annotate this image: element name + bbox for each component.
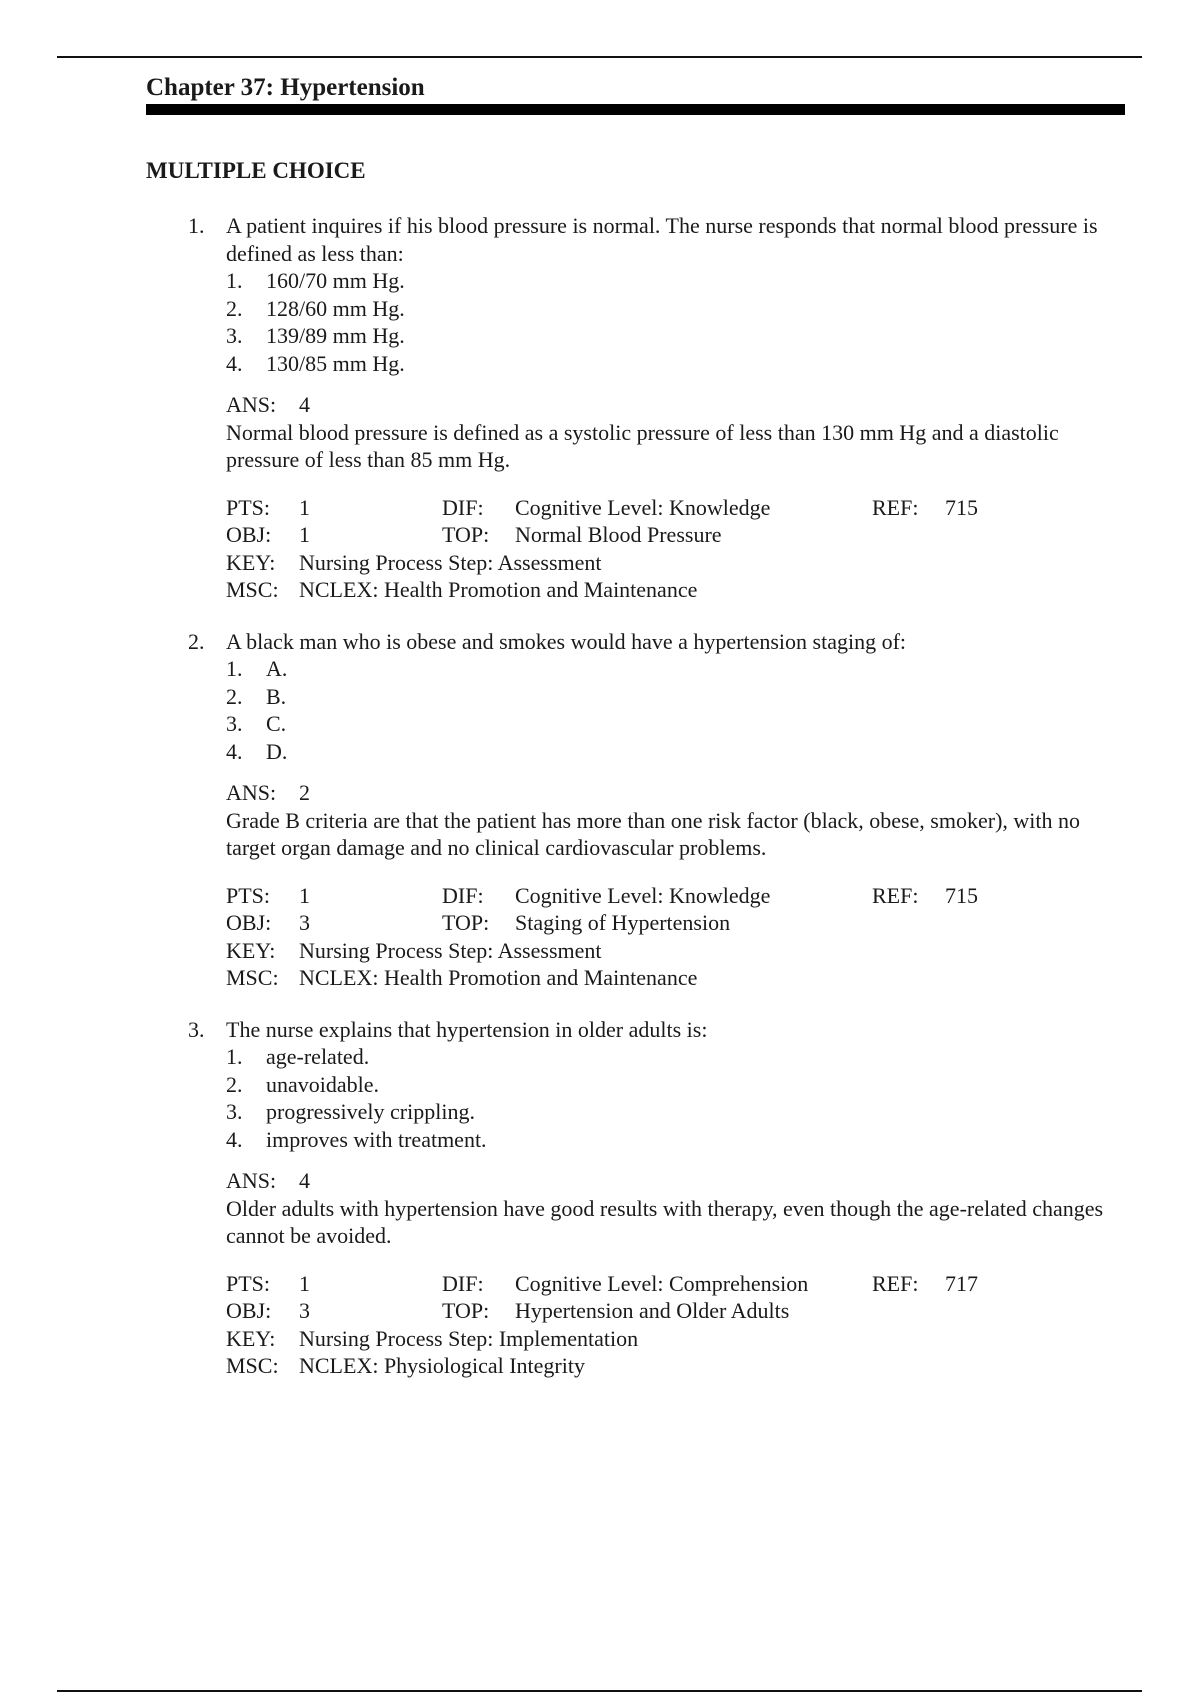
key-label: KEY: [226,1325,276,1351]
dif-value: Cognitive Level: Knowledge [515,494,771,520]
dif-value: Cognitive Level: Comprehension [515,1270,809,1296]
choice-item [226,683,1128,711]
meta-row-pts [226,1270,1128,1298]
msc-value: NCLEX: Health Promotion and Maintenance [299,965,698,990]
answer-choices [226,1043,1128,1153]
answer-line [226,391,1128,419]
choice-item [226,1071,1128,1099]
answer-line [226,1167,1128,1195]
answer-value: 2 [299,780,310,805]
choice-item [226,295,1128,323]
choice-number: 1. [226,268,243,293]
question-metadata [226,494,1128,604]
question-stem: A patient inquires if his blood pressure is normal. The nurse responds that normal blood pressure is defined as less than: [226,213,1098,266]
msc-label: MSC: [226,965,279,990]
dif-label: DIF: [442,882,484,908]
question-number: 2. [188,628,205,654]
answer-choices [226,267,1128,377]
answer-value: 4 [299,392,310,417]
question-list [188,212,1128,1380]
ref-value: 715 [945,494,978,520]
question-number: 1. [188,213,205,238]
question-spacer [188,604,1128,628]
choice-number: 1. [226,656,243,681]
chapter-title: Chapter 37: Hypertension [146,74,425,101]
pts-value: 1 [299,494,310,520]
question-stem: A black man who is obese and smokes would have a hypertension staging of: [226,628,907,654]
choice-number: 3. [226,323,243,348]
question-1 [188,212,1128,604]
choice-text: unavoidable. [266,1071,380,1097]
choice-text: 130/85 mm Hg. [266,350,405,376]
meta-row-msc [226,964,1128,992]
chapter-title-underline-bar [146,104,1125,115]
key-value: Nursing Process Step: Assessment [299,549,602,575]
question-number: 3. [188,1016,205,1042]
choice-item [226,350,1128,378]
pts-label: PTS: [226,1270,271,1296]
ref-label: REF: [872,882,919,908]
choice-item [226,655,1128,683]
dif-label: DIF: [442,1270,484,1296]
top-label: TOP: [442,1298,490,1323]
top-label: TOP: [442,910,490,935]
choice-item [226,1043,1128,1071]
choice-number: 4. [226,738,243,764]
choice-number: 3. [226,1099,243,1124]
question-metadata [226,882,1128,992]
ref-value: 717 [945,1270,978,1296]
question-metadata [226,1270,1128,1380]
question-3 [188,1016,1128,1380]
key-label: KEY: [226,937,276,963]
choice-number: 2. [226,1071,243,1097]
top-value: Staging of Hypertension [515,910,731,935]
meta-row-msc [226,1352,1128,1380]
answer-label: ANS: [226,392,277,417]
choice-item [226,1098,1128,1126]
answer-choices [226,655,1128,765]
choice-text: C. [266,711,287,736]
choice-text: 128/60 mm Hg. [266,295,405,321]
meta-row-pts [226,882,1128,910]
meta-row-obj [226,1297,1128,1325]
obj-label: OBJ: [226,522,272,547]
choice-text: progressively crippling. [266,1099,475,1124]
answer-block [226,391,1128,474]
msc-label: MSC: [226,1353,279,1378]
choice-number: 2. [226,295,243,321]
obj-value: 3 [299,910,310,935]
obj-label: OBJ: [226,1298,272,1323]
meta-row-key [226,1325,1128,1353]
choice-number: 2. [226,683,243,709]
answer-label: ANS: [226,1168,277,1193]
rationale: Older adults with hypertension have good results with therapy, even though the age-related changes cannot be avoided. [226,1195,1104,1248]
top-value: Hypertension and Older Adults [515,1298,790,1323]
msc-label: MSC: [226,577,279,602]
answer-block [226,1167,1128,1250]
dif-label: DIF: [442,494,484,520]
choice-text: D. [266,738,288,764]
choice-number: 4. [226,350,243,376]
choice-number: 4. [226,1126,243,1152]
pts-value: 1 [299,882,310,908]
ref-label: REF: [872,494,919,520]
meta-row-obj [226,909,1128,937]
msc-value: NCLEX: Physiological Integrity [299,1353,585,1378]
choice-item [226,738,1128,766]
meta-row-key [226,937,1128,965]
answer-label: ANS: [226,780,277,805]
meta-row-obj [226,521,1128,549]
answer-line [226,779,1128,807]
meta-row-msc [226,576,1128,604]
choice-text: B. [266,683,287,709]
msc-value: NCLEX: Health Promotion and Maintenance [299,577,698,602]
choice-text: A. [266,656,288,681]
choice-text: age-related. [266,1044,370,1069]
choice-item [226,267,1128,295]
ref-value: 715 [945,882,978,908]
answer-value: 4 [299,1168,310,1193]
rationale: Grade B criteria are that the patient has more than one risk factor (black, obese, smoker), with no target organ damage and no clinical cardiovascular problems. [226,807,1081,860]
page-top-rule [57,56,1142,58]
obj-value: 1 [299,522,310,547]
choice-item [226,1126,1128,1154]
question-stem: The nurse explains that hypertension in older adults is: [226,1016,708,1042]
pts-value: 1 [299,1270,310,1296]
key-label: KEY: [226,549,276,575]
page-bottom-rule [57,1690,1142,1692]
pts-label: PTS: [226,494,271,520]
obj-value: 3 [299,1298,310,1323]
key-value: Nursing Process Step: Implementation [299,1325,639,1351]
meta-row-pts [226,494,1128,522]
choice-number: 1. [226,1044,243,1069]
choice-text: improves with treatment. [266,1126,487,1152]
top-label: TOP: [442,522,490,547]
obj-label: OBJ: [226,910,272,935]
section-heading: MULTIPLE CHOICE [146,158,366,183]
rationale: Normal blood pressure is defined as a systolic pressure of less than 130 mm Hg and a diastolic pressure of less than 85 mm Hg. [226,419,1059,472]
choice-text: 139/89 mm Hg. [266,323,405,348]
ref-label: REF: [872,1270,919,1296]
choice-text: 160/70 mm Hg. [266,268,405,293]
answer-block [226,779,1128,862]
question-spacer [188,992,1128,1016]
question-2 [188,628,1128,992]
choice-item [226,710,1128,738]
choice-item [226,322,1128,350]
top-value: Normal Blood Pressure [515,522,722,547]
dif-value: Cognitive Level: Knowledge [515,882,771,908]
meta-row-key [226,549,1128,577]
key-value: Nursing Process Step: Assessment [299,937,602,963]
choice-number: 3. [226,711,243,736]
pts-label: PTS: [226,882,271,908]
